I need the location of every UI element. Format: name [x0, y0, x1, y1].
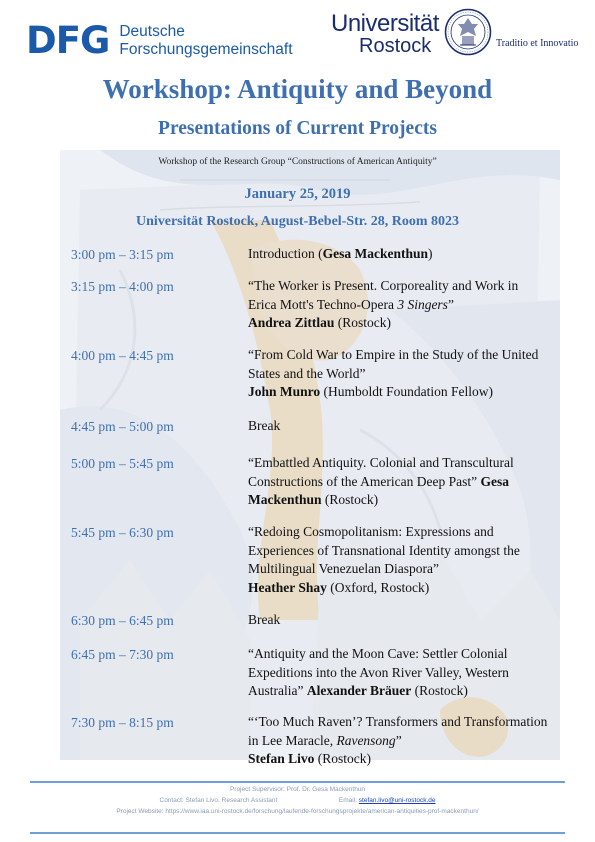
schedule-break: Break — [248, 612, 281, 627]
footer-contact-line — [0, 797, 595, 804]
schedule-time: 4:45 pm – 5:00 pm — [71, 419, 174, 434]
schedule-speaker: Heather Shay — [248, 579, 327, 595]
dfg-logo-mark: DFG — [26, 19, 110, 62]
schedule-description — [248, 645, 548, 701]
speaker-affiliation: (Rostock) — [411, 683, 468, 698]
speaker-affiliation: (Rostock) — [334, 315, 392, 330]
schedule-description — [248, 277, 548, 333]
talk-title-end: ” — [447, 296, 454, 312]
dfg-logo — [26, 19, 293, 62]
speaker-affiliation: (Rostock) — [321, 492, 379, 507]
page-subtitle: Presentations of Current Projects — [158, 118, 437, 139]
schedule-description — [248, 346, 548, 402]
speaker-affiliation: (Rostock) — [314, 751, 372, 766]
footer-divider — [30, 832, 565, 834]
university-seal-icon — [444, 8, 492, 56]
schedule-speaker: Andrea Zittlau — [248, 315, 335, 330]
schedule-time: 6:45 pm – 7:30 pm — [71, 647, 174, 662]
talk-title: “From Cold War to Empire in the Study of the United States and the World” — [248, 347, 539, 381]
university-name: Universität — [331, 10, 439, 37]
schedule-description — [248, 523, 548, 597]
schedule-time: 4:00 pm – 4:45 pm — [71, 348, 174, 363]
schedule-speaker: Gesa Mackenthun — [322, 246, 428, 261]
schedule-time: 5:00 pm – 5:45 pm — [71, 456, 174, 471]
schedule-description — [248, 713, 548, 769]
talk-title-italic: 3 Singers — [397, 296, 448, 312]
footer-email-label: Email: — [338, 797, 359, 804]
schedule-break: Break — [248, 418, 281, 433]
talk-title: “Antiquity and the Moon Cave: Settler Colonial Expeditions into the Avon River Valley, Western Australia” — [248, 646, 509, 698]
dfg-logo-text — [119, 23, 292, 59]
schedule-text: ) — [428, 246, 433, 261]
talk-title: “‘Too Much Raven’? Transformers and Transformation in Lee Maracle, — [248, 714, 548, 748]
dfg-logo-line1: Deutsche — [119, 22, 185, 40]
footer-divider — [30, 781, 565, 783]
schedule-time: 3:00 pm – 3:15 pm — [71, 247, 174, 262]
footer-email-link[interactable]: stefan.livo@uni-rostock.de — [358, 797, 436, 804]
schedule-time: 3:15 pm – 4:00 pm — [71, 279, 174, 294]
schedule-speaker: Alexander Bräuer — [306, 683, 412, 698]
page-title: Workshop: Antiquity and Beyond — [102, 74, 493, 104]
workshop-description: Workshop of the Research Group “Constructions of American Antiquity” — [158, 157, 437, 167]
schedule-time: 7:30 pm – 8:15 pm — [71, 715, 174, 730]
university-city: Rostock — [359, 35, 432, 57]
talk-title: “Redoing Cosmopolitanism: Expressions and Experiences of Transnational Identity amongst the Multilingual Venezuelan Diaspora” — [248, 524, 520, 576]
talk-title-end: ” — [395, 732, 402, 748]
schedule-text: Introduction ( — [248, 246, 323, 261]
footer-supervisor: Project Supervisor: Prof. Dr. Gesa Mackenthun — [229, 786, 366, 793]
footer-contact: Contact: Stefan Livo, Research Assistant — [159, 797, 278, 804]
footer-website[interactable]: Project Website: https://www.iaa.uni-rostock.de/forschung/laufende-forschungsprojekte/american-antiquities-prof-mackenthun/ — [116, 808, 479, 815]
event-venue: Universität Rostock, August-Bebel-Str. 28, Room 8023 — [135, 214, 460, 229]
speaker-affiliation: (Humboldt Foundation Fellow) — [320, 384, 494, 399]
talk-title: “The Worker is Present. Corporeality and Work in Erica Mott's Techno-Opera — [248, 278, 519, 312]
schedule-time: 6:30 pm – 6:45 pm — [71, 613, 174, 628]
talk-title-italic: Ravensong — [336, 732, 396, 748]
schedule-description — [248, 245, 548, 264]
university-rostock-logo — [331, 12, 439, 56]
schedule-speaker: Gesa Mackenthun — [248, 473, 509, 507]
schedule-speaker: John Munro — [248, 384, 321, 399]
speaker-affiliation: (Oxford, Rostock) — [326, 579, 430, 595]
event-date: January 25, 2019 — [244, 186, 351, 202]
schedule-speaker: Stefan Livo — [248, 751, 315, 766]
talk-title: “Embattled Antiquity. Colonial and Transcultural Constructions of the American Deep Past” — [248, 455, 514, 489]
schedule-time: 5:45 pm – 6:30 pm — [71, 525, 174, 540]
schedule-description — [248, 454, 548, 510]
dfg-logo-line2: Forschungsgemeinschaft — [119, 40, 293, 58]
university-motto: Traditio et Innovatio — [496, 38, 579, 49]
